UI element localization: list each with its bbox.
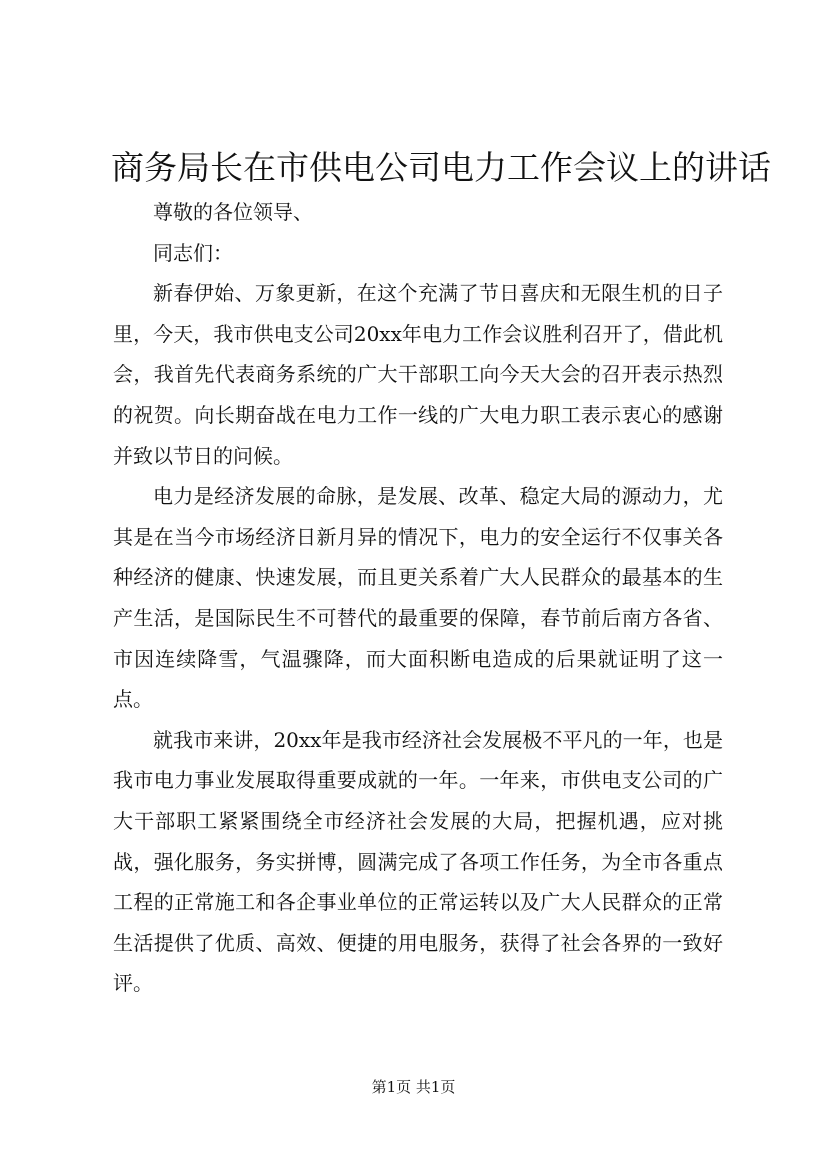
salutation-line-1: 尊敬的各位领导、 [153, 200, 313, 224]
salutation-line-2: 同志们： [153, 240, 233, 265]
document-body [113, 192, 723, 1004]
paragraph-3: 就我市来讲，20xx年是我市经济社会发展极不平凡的一年，也是我市电力事业发展取得重要成就的一年。一年来，市供电支公司的广大干部职工紧紧围绕全市经济社会发展的大局，把握机遇，应对挑战，强化服务，务实拼博，圆满完成了各项工作任务，为全市各重点工程的正常施工和各企事业单位的正常运转以及广大人民群众的正常生活提供了优质、高效、便捷的用电服务，获得了社会各界的一致好评。 [113, 727, 723, 996]
page-number-footer: 第1页 共1页 [371, 1078, 456, 1096]
paragraph-1: 新春伊始、万象更新，在这个充满了节日喜庆和无限生机的日子里，今天，我市供电支公司20xx年电力工作会议胜利召开了，借此机会，我首先代表商务系统的广大干部职工向今天大会的召开表示热烈的祝贺。向长期奋战在电力工作一线的广大电力职工表示衷心的感谢并致以节日的问候。 [113, 281, 723, 468]
document-title: 商务局长在市供电公司电力工作会议上的讲话 [111, 148, 771, 187]
paragraph-2: 电力是经济发展的命脉，是发展、改革、稳定大局的源动力，尤其是在当今市场经济日新月异的情况下，电力的安全运行不仅事关各种经济的健康、快速发展，而且更关系着广大人民群众的最基本的生产生活，是国际民生不可替代的最重要的保障，春节前后南方各省、市因连续降雪，气温骤降，而大面积断电造成的后果就证明了这一点。 [113, 484, 723, 712]
